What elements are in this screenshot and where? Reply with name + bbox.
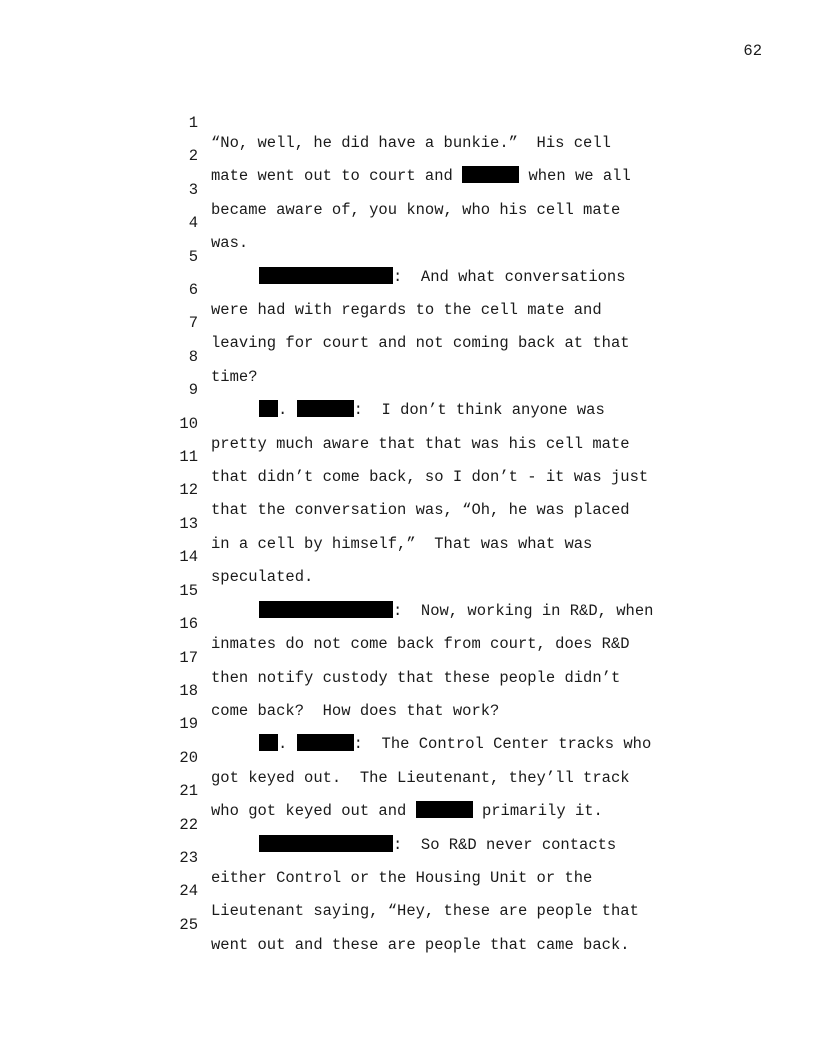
line-text-segment: .	[278, 401, 297, 420]
line-number: 16	[179, 615, 198, 634]
transcript-line	[0, 394, 816, 453]
line-number: 21	[179, 782, 198, 801]
transcript-line	[0, 895, 816, 954]
line-number: 6	[188, 281, 198, 300]
line-text-segment: mate went out to court and	[211, 167, 463, 186]
line-text-segment: speculated.	[211, 568, 314, 587]
line-number: 9	[188, 381, 198, 400]
line-text-segment: that didn’t come back, so I don’t - it was just	[211, 468, 649, 487]
line-text-segment: that the conversation was, “Oh, he was placed	[211, 501, 630, 520]
line-number: 18	[179, 681, 198, 700]
line-text-segment: who got keyed out and	[211, 802, 416, 821]
transcript-line	[0, 227, 816, 286]
line-text-segment: either Control or the Housing Unit or the	[211, 868, 593, 887]
line-number: 14	[179, 548, 198, 567]
line-text-segment: : I don’t think anyone was	[353, 401, 605, 420]
line-text-segment: became aware of, you know, who his cell mate	[211, 200, 621, 219]
line-text-segment: were had with regards to the cell mate and	[211, 301, 602, 320]
line-text-segment: went out and these are people that came back.	[211, 935, 630, 954]
line-text-segment: in a cell by himself,” That was what was	[211, 534, 593, 553]
transcript-line	[0, 561, 816, 620]
transcript-line	[0, 728, 816, 787]
line-text-segment: time?	[211, 367, 258, 386]
transcript-line	[0, 93, 816, 152]
line-text-segment: “No, well, he did have a bunkie.” His cell	[211, 134, 611, 152]
transcript-line	[0, 260, 816, 320]
line-number: 15	[179, 581, 198, 600]
line-number: 25	[179, 915, 198, 934]
line-number: 2	[188, 147, 198, 166]
line-number: 23	[179, 848, 198, 867]
line-text-segment: : Now, working in R&D, when	[393, 601, 654, 620]
line-text-segment: : So R&D never contacts	[393, 835, 617, 854]
transcript-line	[0, 828, 816, 887]
line-number: 8	[188, 347, 198, 366]
transcript-line	[0, 327, 816, 386]
line-text-segment: got keyed out. The Lieutenant, they’ll track	[211, 768, 630, 787]
line-number: 13	[179, 514, 198, 533]
transcript-line	[0, 460, 816, 520]
line-number: 24	[179, 882, 198, 901]
transcript-line	[0, 661, 816, 720]
line-number: 20	[179, 748, 198, 767]
line-number: 10	[179, 414, 198, 433]
line-number: 5	[188, 247, 198, 266]
transcript-line	[0, 527, 816, 587]
line-number: 12	[179, 481, 198, 500]
transcript-line	[0, 293, 816, 353]
line-text-segment: come back? How does that work?	[211, 701, 500, 720]
line-number: 4	[188, 214, 198, 233]
line-number: 7	[188, 314, 198, 333]
transcript-body	[0, 93, 816, 954]
line-number: 3	[188, 180, 198, 199]
line-number: 1	[188, 114, 198, 132]
line-number: 11	[179, 448, 198, 467]
line-text-segment: was.	[211, 234, 249, 253]
transcript-line	[0, 861, 816, 921]
transcript-line	[0, 160, 816, 219]
line-text	[211, 935, 630, 955]
transcript-line	[0, 594, 816, 654]
line-text-segment: inmates do not come back from court, does R&D	[211, 635, 630, 654]
transcript-line	[0, 126, 816, 186]
line-text-segment: .	[278, 735, 297, 754]
line-text-segment: primarily it.	[472, 802, 603, 821]
line-number: 22	[179, 815, 198, 834]
transcript-line	[0, 694, 816, 754]
line-text-segment: when we all	[519, 167, 631, 186]
transcript-line	[0, 193, 816, 253]
line-text-segment: pretty much aware that that was his cell mate	[211, 434, 630, 453]
line-text-segment: Lieutenant saying, “Hey, these are people that	[211, 902, 639, 921]
line-text-segment: leaving for court and not coming back at that	[211, 334, 630, 353]
line-text-segment: then notify custody that these people didn’t	[211, 668, 621, 687]
transcript-line	[0, 494, 816, 553]
transcript-line	[0, 795, 816, 854]
line-number: 19	[179, 715, 198, 734]
transcript-line	[0, 427, 816, 487]
transcript-line	[0, 761, 816, 821]
transcript-line	[0, 628, 816, 687]
page-number: 62	[743, 42, 762, 60]
line-text-segment: : And what conversations	[393, 267, 626, 286]
line-number: 17	[179, 648, 198, 667]
transcript-line	[0, 360, 816, 420]
line-text-segment: : The Control Center tracks who	[353, 735, 652, 754]
